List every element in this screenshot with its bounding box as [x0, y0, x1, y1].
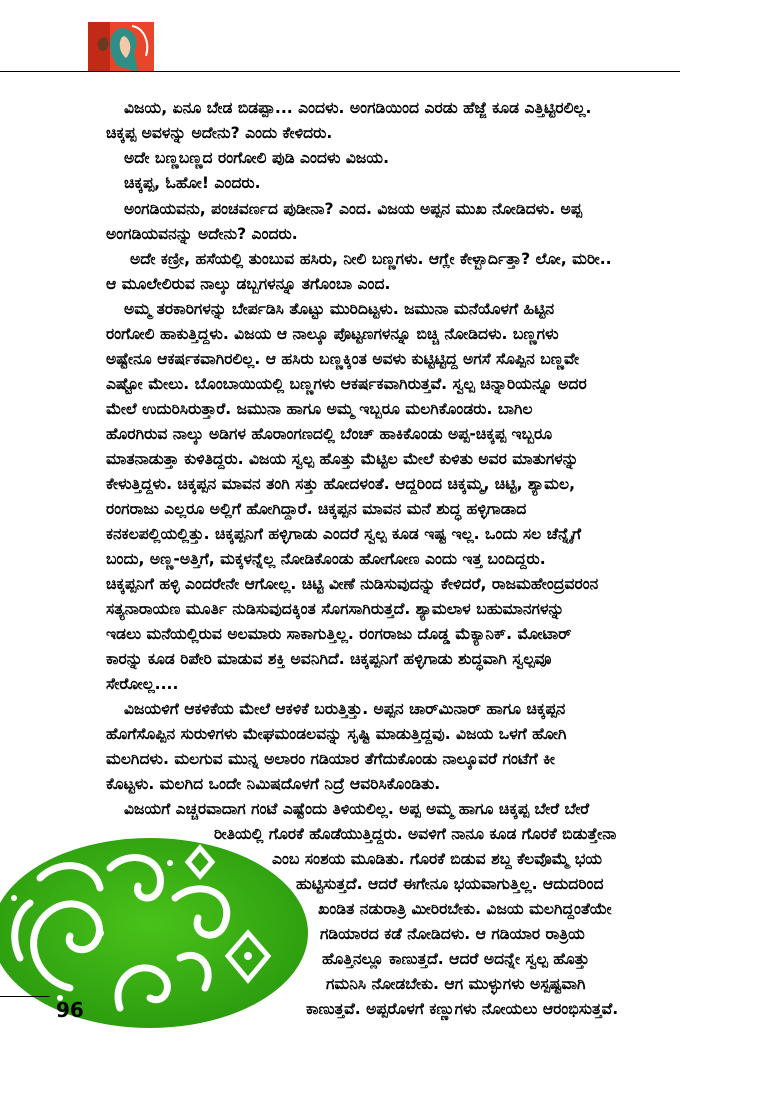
text-line: ಅಷ್ಟೇನೂ ಆಕರ್ಷಕವಾಗಿರಲಿಲ್ಲ. ಆ ಹಸಿರು ಬಣ್ಣಕ್ಕಿಂತ ಅವಳು ಕುಟ್ಟಿಟ್ಟಿದ್ದ ಅಗಸೆ ಸೊಪ್ಪಿನ ಬಣ್ಣವೇ: [106, 350, 580, 368]
rangoli-illustration: [0, 838, 310, 1028]
text-line: ಅಂಗಡಿಯವನನ್ನು ಅದೇನು? ಎಂದರು.: [106, 225, 298, 243]
text-line: ಚಿಕ್ಕಪ್ಪ, ಓಹೋ! ಎಂದರು.: [124, 174, 261, 192]
text-line: ವಿಜಯಳಿಗೆ ಆಕಳಿಕೆಯ ಮೇಲೆ ಆಕಳಿಕೆ ಬರುತ್ತಿತ್ತು. ಅಪ್ಪನ ಚಾರ್‌ಮಿನಾರ್ ಹಾಗೂ ಚಿಕ್ಕಪ್ಪನ: [124, 700, 566, 718]
text-line: ಚಿಕ್ಕಪ್ಪ ಅವಳನ್ನು ಅದೇನು? ಎಂದು ಕೇಳಿದರು.: [106, 124, 333, 142]
text-line: ಇಡಲು ಮನೆಯಲ್ಲಿರುವ ಅಲಮಾರು ಸಾಕಾಗುತ್ತಿಲ್ಲ. ರಂಗರಾಜು ದೊಡ್ಡ ಮೆಕ್ಯಾನಿಕ್. ಮೋಟಾರ್: [106, 625, 572, 643]
text-line: ಹೊರಗಿರುವ ನಾಲ್ಕು ಅಡಿಗಳ ಹೊರಾಂಗಣದಲ್ಲಿ ಬೆಂಚ್ ಹಾಕಿಕೊಂಡು ಅಪ್ಪ-ಚಿಕ್ಕಪ್ಪ ಇಬ್ಬರೂ: [106, 425, 553, 443]
text-line: ಮಾತನಾಡುತ್ತಾ ಕುಳಿತಿದ್ದರು. ವಿಜಯ ಸ್ವಲ್ಪ ಹೊತ್ತು ಮೆಟ್ಟಿಲ ಮೇಲೆ ಕುಳಿತು ಅವರ ಮಾತುಗಳನ್ನು: [106, 450, 579, 468]
text-line: ರೀತಿಯಲ್ಲಿ ಗೊರಕೆ ಹೊಡೆಯುತ್ತಿದ್ದರು. ಅವಳಿಗೆ ನಾನೂ ಕೂಡ ಗೊರಕೆ ಬಿಡುತ್ತೇನಾ: [214, 825, 617, 843]
text-line: ಮಲಗಿದಳು. ಮಲಗುವ ಮುನ್ನ ಅಲಾರಂ ಗಡಿಯಾರ ತೆಗೆದುಕೊಂಡು ನಾಲ್ಕೂವರೆ ಗಂಟೆಗೆ ಕೀ: [106, 750, 555, 768]
text-line: ಗಡಿಯಾರದ ಕಡೆ ನೋಡಿದಳು. ಆ ಗಡಿಯಾರ ರಾತ್ರಿಯ: [320, 925, 585, 943]
text-line: ಸೇರೋಲ್ಲ....: [106, 675, 179, 693]
text-line: ರಂಗರಾಜು ಎಲ್ಲರೂ ಅಲ್ಲಿಗೆ ಹೋಗಿದ್ದಾರೆ. ಚಿಕ್ಕಪ್ಪನ ಮಾವನ ಮನೆ ಶುದ್ಧ ಹಳ್ಳಿಗಾಡಾದ: [106, 500, 527, 518]
text-line: ಕಾಣುತ್ತವೆ. ಅಪ್ಪರೊಳಗೆ ಕಣ್ಣುಗಳು ನೋಯಲು ಆರಂಭಿಸುತ್ತವೆ.: [306, 1000, 619, 1018]
text-line: ಅಮ್ಮ ತರಕಾರಿಗಳನ್ನು ಬೇರ್ಪಡಿಸಿ ತೊಟ್ಟು ಮುರಿದಿಟ್ಟಳು. ಜಮುನಾ ಮನೆಯೊಳಗೆ ಹಿಟ್ಟಿನ: [124, 300, 555, 318]
text-line: ಕೇಳುತ್ತಿದ್ದಳು. ಚಿಕ್ಕಪ್ಪನ ಮಾವನ ತಂಗಿ ಸತ್ತು ಹೋದಳಂತೆ. ಆದ್ದರಿಂದ ಚಿಕ್ಕಮ್ಮ, ಚಿಟ್ಟಿ, ಶ್ಯಾಮಲ,: [106, 475, 575, 493]
text-line: ಬಂದು, ಅಣ್ಣ-ಅತ್ತಿಗೆ, ಮಕ್ಕಳನ್ನೆಲ್ಲ ನೋಡಿಕೊಂಡು ಹೋಗೋಣ ಎಂದು ಇತ್ತ ಬಂದಿದ್ದರು.: [106, 550, 546, 568]
text-line: ಮೇಲೆ ಉದುರಿಸಿರುತ್ತಾರೆ. ಜಮುನಾ ಹಾಗೂ ಅಮ್ಮ ಇಬ್ಬರೂ ಮಲಗಿಕೊಂಡರು. ಬಾಗಿಲ: [106, 400, 533, 418]
page-number: 96: [56, 998, 84, 1022]
text-line: ಹೊಗೆಸೊಪ್ಪಿನ ಸುರುಳಿಗಳು ಮೇಘಮಂಡಲವನ್ನು ಸೃಷ್ಟಿ ಮಾಡುತ್ತಿದ್ದವು. ವಿಜಯ ಒಳಗೆ ಹೋಗಿ: [106, 725, 567, 743]
text-line: ಕನಕಲಪಲ್ಲಿಯಲ್ಲಿತ್ತು. ಚಿಕ್ಕಪ್ಪನಿಗೆ ಹಳ್ಳಿಗಾಡು ಎಂದರೆ ಸ್ವಲ್ಪ ಕೂಡ ಇಷ್ಟ ಇಲ್ಲ. ಒಂದು ಸಲ ಚೆನ್ನೈಗೆ: [106, 525, 582, 543]
text-line: ರಂಗೋಲಿ ಹಾಕುತ್ತಿದ್ದಳು. ವಿಜಯ ಆ ನಾಲ್ಕೂ ಪೊಟ್ಟಣಗಳನ್ನೂ ಬಿಚ್ಚಿ ನೋಡಿದಳು. ಬಣ್ಣಗಳು: [106, 325, 559, 343]
text-line: ಅದೇ ಬಣ್ಣಬಣ್ಣದ ರಂಗೋಲಿ ಪುಡಿ ಎಂದಳು ವಿಜಯ.: [124, 149, 389, 167]
text-line: ಹೊತ್ತಿನಲ್ಲೂ ಕಾಣುತ್ತದೆ. ಆದರೆ ಅದನ್ನೇ ಸ್ವಲ್ಪ ಹೊತ್ತು: [322, 950, 590, 968]
text-line: ವಿಜಯ, ಏನೂ ಬೇಡ ಬಿಡಪ್ಪಾ... ಎಂದಳು. ಅಂಗಡಿಯಿಂದ ಎರಡು ಹೆಜ್ಜೆ ಕೂಡ ಎತ್ತಿಟ್ಟಿರಲಿಲ್ಲ.: [124, 99, 592, 117]
text-line: ಖಂಡಿತ ನಡುರಾತ್ರಿ ಮೀರಿರಬೇಕು. ವಿಜಯ ಮಲಗಿದ್ದಂತೆಯೇ: [318, 900, 612, 918]
footer-rule: [0, 996, 50, 997]
text-line: ಎಷ್ಟೋ ಮೇಲು. ಬೊಂಬಾಯಿಯಲ್ಲಿ ಬಣ್ಣಗಳು ಆಕರ್ಷಕವಾಗಿರುತ್ತವೆ. ಸ್ವಲ್ಪ ಚಿನ್ನಾರಿಯನ್ನೂ ಅದರ: [106, 375, 587, 393]
text-line: ಚಿಕ್ಕಪ್ಪನಿಗೆ ಹಳ್ಳಿ ಎಂದರೇನೇ ಆಗೋಲ್ಲ. ಚಿಟ್ಟಿ ವೀಣೆ ನುಡಿಸುವುದನ್ನು ಕೇಳಿದರೆ, ರಾಜಮಹೇಂದ್ರವರಂನ: [106, 575, 599, 593]
text-line: ವಿಜಯಗೆ ಎಚ್ಚರವಾದಾಗ ಗಂಟೆ ಎಷ್ಟೆಂದು ತಿಳಿಯಲಿಲ್ಲ. ಅಪ್ಪ ಅಮ್ಮ ಹಾಗೂ ಚಿಕ್ಕಪ್ಪ ಬೇರೆ ಬೇರೆ: [124, 800, 590, 818]
text-line: ಗಮನಿಸಿ ನೋಡಬೇಕು. ಆಗ ಮುಳ್ಳುಗಳು ಅಸ್ಪಷ್ಟವಾಗಿ: [326, 975, 586, 993]
text-line: ಸತ್ಯನಾರಾಯಣ ಮೂರ್ತಿ ನುಡಿಸುವುದಕ್ಕಿಂತ ಸೊಗಸಾಗಿರುತ್ತದೆ. ಶ್ಯಾಮಲಾಳ ಬಹುಮಾನಗಳನ್ನು: [106, 600, 565, 618]
text-line: ಕೊಟ್ಟಳು. ಮಲಗಿದ ಒಂದೇ ನಿಮಿಷದೊಳಗೆ ನಿದ್ರೆ ಆವರಿಸಿಕೊಂಡಿತು.: [106, 775, 441, 793]
text-line: ಆ ಮೂಲೇಲಿರುವ ನಾಲ್ಕು ಡಬ್ಬಗಳನ್ನೂ ತಗೊಂಬಾ ಎಂದ.: [106, 275, 391, 293]
text-line: ಅದೇ ಕಣ್ರೀ, ಹಸೆಯಲ್ಲಿ ತುಂಬುವ ಹಸಿರು, ನೀಲಿ ಬಣ್ಣಗಳು. ಆಗ್ಲೇ ಕೇಳ್ಬಾರ್ದಿತ್ತಾ? ಲೋ, ಮರೀ..: [130, 250, 612, 268]
header-logo: [88, 22, 154, 72]
text-line: ಹುಟ್ಟಿಸುತ್ತದೆ. ಆದರೆ ಈಗೇನೂ ಭಯವಾಗುತ್ತಿಲ್ಲ. ಆದುದರಿಂದ: [296, 875, 604, 893]
header-rule: [0, 71, 680, 72]
text-line: ಎಂಬ ಸಂಶಯ ಮೂಡಿತು. ಗೊರಕೆ ಬಿಡುವ ಶಬ್ದ ಕೆಲವೊಮ್ಮೆ ಭಯ: [272, 850, 603, 868]
text-line: ಕಾರನ್ನು ಕೂಡ ರಿಪೇರಿ ಮಾಡುವ ಶಕ್ತಿ ಅವನಿಗಿದೆ. ಚಿಕ್ಕಪ್ಪನಿಗೆ ಹಳ್ಳಿಗಾಡು ಶುದ್ಧವಾಗಿ ಸ್ವಲ್ಪವೂ: [106, 650, 552, 668]
text-line: ಅಂಗಡಿಯವನು, ಪಂಚವರ್ಣದ ಪುಡೀನಾ? ಎಂದ. ವಿಜಯ ಅಪ್ಪನ ಮುಖ ನೋಡಿದಳು. ಅಪ್ಪ: [124, 200, 583, 218]
